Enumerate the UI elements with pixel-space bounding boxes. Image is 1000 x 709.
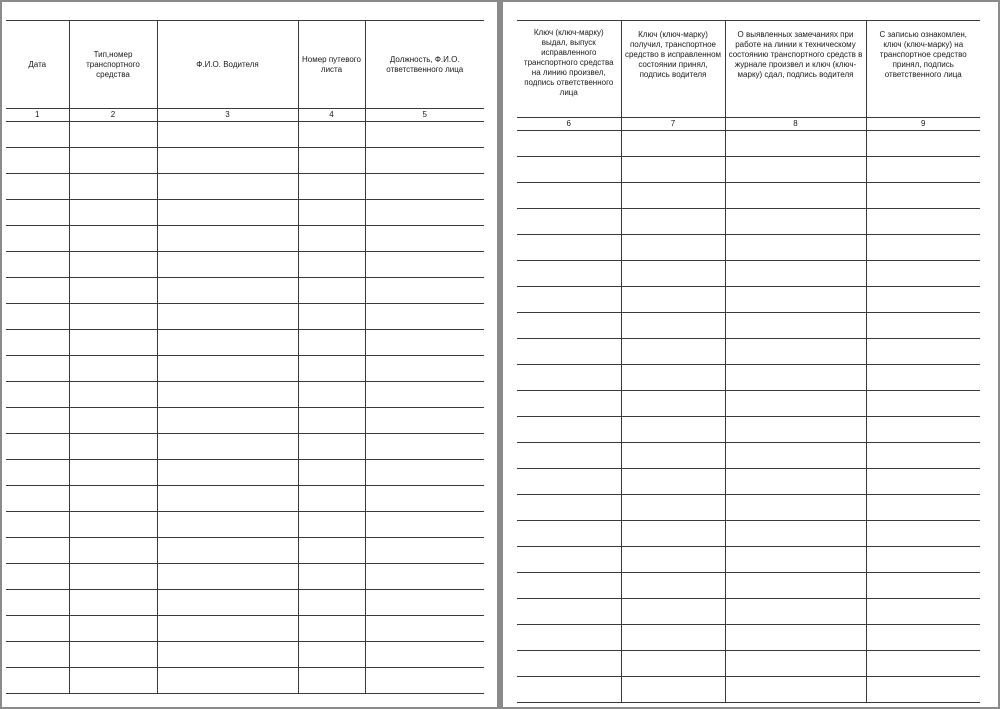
table-row — [6, 642, 484, 668]
table-cell — [365, 330, 484, 356]
table-cell — [365, 382, 484, 408]
table-row — [6, 148, 484, 174]
table-cell — [866, 599, 980, 625]
table-cell — [298, 616, 365, 642]
column-number: 9 — [866, 118, 980, 131]
table-cell — [6, 148, 69, 174]
table-cell — [157, 460, 298, 486]
table-cell — [6, 252, 69, 278]
table-cell — [6, 122, 69, 148]
table-row — [517, 391, 980, 417]
table-cell — [69, 122, 157, 148]
table-cell — [725, 495, 866, 521]
table-cell — [6, 434, 69, 460]
table-cell — [6, 226, 69, 252]
table-cell — [725, 157, 866, 183]
table-row — [6, 434, 484, 460]
table-cell — [298, 278, 365, 304]
column-number: 8 — [725, 118, 866, 131]
table-cell — [621, 209, 725, 235]
table-cell — [866, 313, 980, 339]
table-cell — [517, 573, 621, 599]
table-cell — [6, 590, 69, 616]
table-cell — [157, 330, 298, 356]
table-cell — [517, 521, 621, 547]
table-cell — [725, 443, 866, 469]
column-header-remarks-key-returned: О выявленных замечаниях при работе на линии к техническому состоянию транспортного средств в журнале произвел и ключ (ключ-марку) сдал, подпись водителя — [725, 21, 866, 118]
table-cell — [6, 330, 69, 356]
table-cell — [517, 417, 621, 443]
table-cell — [6, 512, 69, 538]
table-cell — [725, 287, 866, 313]
table-row — [6, 512, 484, 538]
table-cell — [298, 408, 365, 434]
table-cell — [69, 356, 157, 382]
table-cell — [725, 365, 866, 391]
table-cell — [866, 287, 980, 313]
table-cell — [6, 538, 69, 564]
table-cell — [621, 287, 725, 313]
table-cell — [157, 252, 298, 278]
table-cell — [621, 625, 725, 651]
table-cell — [725, 469, 866, 495]
table-cell — [69, 668, 157, 694]
column-header-key-issued: Ключ (ключ-марку) выдал, выпуск исправленного транспортного средства на линию произвел, подпись ответственного лица — [517, 21, 621, 118]
table-cell — [69, 616, 157, 642]
table-cell — [365, 278, 484, 304]
table-cell — [725, 261, 866, 287]
table-cell — [725, 599, 866, 625]
table-row — [6, 590, 484, 616]
table-cell — [157, 434, 298, 460]
table-cell — [69, 434, 157, 460]
table-cell — [725, 391, 866, 417]
table-cell — [517, 287, 621, 313]
table-cell — [69, 330, 157, 356]
table-cell — [621, 339, 725, 365]
table-cell — [6, 278, 69, 304]
table-row — [517, 625, 980, 651]
table-row — [517, 287, 980, 313]
table-cell — [157, 486, 298, 512]
table-cell — [621, 417, 725, 443]
table-cell — [69, 460, 157, 486]
table-cell — [298, 174, 365, 200]
table-cell — [298, 356, 365, 382]
table-cell — [725, 521, 866, 547]
table-cell — [517, 469, 621, 495]
table-cell — [365, 148, 484, 174]
table-cell — [298, 434, 365, 460]
table-cell — [6, 174, 69, 200]
table-cell — [517, 183, 621, 209]
table-cell — [621, 183, 725, 209]
table-cell — [517, 209, 621, 235]
table-cell — [365, 564, 484, 590]
table-row — [6, 122, 484, 148]
table-cell — [157, 564, 298, 590]
table-cell — [157, 304, 298, 330]
table-cell — [866, 339, 980, 365]
table-cell — [157, 408, 298, 434]
table-row — [517, 209, 980, 235]
table-header-row — [517, 21, 980, 118]
table-cell — [157, 122, 298, 148]
table-cell — [69, 278, 157, 304]
table-row — [517, 469, 980, 495]
table-cell — [866, 157, 980, 183]
table-cell — [298, 304, 365, 330]
table-cell — [69, 174, 157, 200]
table-row — [517, 183, 980, 209]
table-cell — [621, 521, 725, 547]
table-cell — [621, 651, 725, 677]
table-row — [6, 356, 484, 382]
table-cell — [517, 599, 621, 625]
table-cell — [866, 365, 980, 391]
table-row — [6, 174, 484, 200]
table-cell — [298, 668, 365, 694]
table-cell — [298, 252, 365, 278]
table-cell — [517, 313, 621, 339]
table-cell — [365, 590, 484, 616]
table-row — [517, 677, 980, 703]
table-cell — [621, 261, 725, 287]
column-number: 7 — [621, 118, 725, 131]
table-row — [6, 486, 484, 512]
table-cell — [866, 261, 980, 287]
table-cell — [621, 469, 725, 495]
table-cell — [298, 200, 365, 226]
table-cell — [621, 443, 725, 469]
table-cell — [621, 365, 725, 391]
table-row — [6, 538, 484, 564]
table-cell — [365, 668, 484, 694]
table-cell — [866, 443, 980, 469]
table-cell — [517, 339, 621, 365]
table-cell — [365, 538, 484, 564]
table-row — [517, 547, 980, 573]
table-cell — [298, 538, 365, 564]
column-header-waybill-number: Номер путевого листа — [298, 21, 365, 109]
table-row — [6, 564, 484, 590]
table-row — [517, 157, 980, 183]
table-row — [6, 668, 484, 694]
table-header-row — [6, 21, 484, 109]
table-cell — [298, 122, 365, 148]
table-cell — [6, 304, 69, 330]
table-cell — [365, 486, 484, 512]
table-cell — [866, 417, 980, 443]
table-cell — [298, 460, 365, 486]
table-cell — [69, 486, 157, 512]
table-cell — [365, 434, 484, 460]
column-number-row — [517, 118, 980, 131]
table-cell — [365, 226, 484, 252]
table-cell — [365, 174, 484, 200]
table-cell — [365, 304, 484, 330]
table-cell — [866, 625, 980, 651]
table-cell — [6, 642, 69, 668]
table-cell — [621, 391, 725, 417]
table-cell — [157, 174, 298, 200]
table-cell — [69, 590, 157, 616]
table-cell — [157, 148, 298, 174]
table-row — [6, 382, 484, 408]
table-row — [6, 304, 484, 330]
table-cell — [517, 625, 621, 651]
table-cell — [365, 512, 484, 538]
column-header-key-received: Ключ (ключ-марку) получил, транспортное средство в исправленном состоянии принял, подпись водителя — [621, 21, 725, 118]
table-row — [517, 495, 980, 521]
table-cell — [298, 564, 365, 590]
table-cell — [725, 547, 866, 573]
table-cell — [621, 677, 725, 703]
column-header-date: Дата — [6, 21, 69, 109]
table-cell — [69, 564, 157, 590]
table-cell — [725, 677, 866, 703]
table-cell — [298, 590, 365, 616]
column-header-responsible-person: Должность, Ф.И.О. ответственного лица — [365, 21, 484, 109]
table-cell — [298, 330, 365, 356]
table-cell — [365, 122, 484, 148]
table-cell — [517, 157, 621, 183]
table-cell — [69, 642, 157, 668]
table-cell — [866, 651, 980, 677]
table-cell — [365, 356, 484, 382]
table-cell — [69, 538, 157, 564]
table-cell — [157, 512, 298, 538]
table-cell — [6, 356, 69, 382]
table-cell — [365, 200, 484, 226]
column-number: 6 — [517, 118, 621, 131]
table-cell — [866, 235, 980, 261]
journal-right-page — [503, 2, 998, 707]
table-cell — [6, 408, 69, 434]
table-cell — [69, 408, 157, 434]
table-row — [6, 252, 484, 278]
column-header-driver-name: Ф.И.О. Водителя — [157, 21, 298, 109]
table-cell — [6, 616, 69, 642]
table-cell — [725, 131, 866, 157]
column-number: 5 — [365, 109, 484, 122]
table-cell — [517, 547, 621, 573]
table-cell — [298, 226, 365, 252]
column-number: 2 — [69, 109, 157, 122]
table-cell — [866, 391, 980, 417]
table-row — [517, 365, 980, 391]
table-cell — [157, 590, 298, 616]
table-row — [517, 313, 980, 339]
table-cell — [157, 226, 298, 252]
table-row — [517, 651, 980, 677]
table-row — [517, 521, 980, 547]
table-cell — [621, 157, 725, 183]
table-row — [517, 417, 980, 443]
journal-left-page — [2, 2, 497, 707]
table-cell — [725, 573, 866, 599]
table-row — [517, 131, 980, 157]
table-cell — [725, 209, 866, 235]
table-cell — [517, 651, 621, 677]
table-cell — [157, 356, 298, 382]
table-cell — [6, 564, 69, 590]
table-cell — [866, 495, 980, 521]
table-cell — [157, 382, 298, 408]
table-cell — [725, 417, 866, 443]
table-cell — [365, 642, 484, 668]
table-cell — [157, 200, 298, 226]
table-row — [6, 460, 484, 486]
table-cell — [157, 278, 298, 304]
column-number: 4 — [298, 109, 365, 122]
table-row — [6, 200, 484, 226]
table-cell — [157, 538, 298, 564]
table-cell — [69, 304, 157, 330]
table-cell — [725, 313, 866, 339]
table-row — [517, 339, 980, 365]
table-cell — [517, 261, 621, 287]
table-cell — [69, 148, 157, 174]
column-header-acknowledged: С записью ознакомлен, ключ (ключ-марку) на транспортное средство принял, подпись ответственного лица — [866, 21, 980, 118]
table-row — [6, 226, 484, 252]
table-cell — [621, 573, 725, 599]
table-cell — [725, 625, 866, 651]
table-cell — [298, 148, 365, 174]
table-row — [517, 443, 980, 469]
table-cell — [621, 235, 725, 261]
journal-table-right — [517, 20, 980, 703]
table-row — [517, 599, 980, 625]
table-cell — [725, 651, 866, 677]
table-row — [517, 573, 980, 599]
table-cell — [517, 131, 621, 157]
table-cell — [365, 408, 484, 434]
table-cell — [517, 391, 621, 417]
table-cell — [866, 547, 980, 573]
table-cell — [517, 495, 621, 521]
table-cell — [6, 382, 69, 408]
table-cell — [6, 668, 69, 694]
table-cell — [69, 226, 157, 252]
column-number: 3 — [157, 109, 298, 122]
table-cell — [157, 642, 298, 668]
table-cell — [298, 512, 365, 538]
column-number: 1 — [6, 109, 69, 122]
table-cell — [157, 668, 298, 694]
table-cell — [517, 677, 621, 703]
table-cell — [517, 235, 621, 261]
journal-table-left — [6, 20, 484, 694]
table-cell — [621, 131, 725, 157]
table-cell — [621, 599, 725, 625]
table-row — [6, 330, 484, 356]
table-cell — [725, 235, 866, 261]
table-cell — [621, 547, 725, 573]
table-cell — [69, 200, 157, 226]
table-cell — [157, 616, 298, 642]
table-cell — [866, 677, 980, 703]
table-cell — [621, 495, 725, 521]
table-cell — [517, 365, 621, 391]
table-row — [517, 261, 980, 287]
column-header-vehicle: Тип,номер транспортного средства — [69, 21, 157, 109]
table-cell — [298, 382, 365, 408]
table-cell — [866, 469, 980, 495]
table-cell — [365, 616, 484, 642]
table-cell — [866, 573, 980, 599]
table-cell — [365, 460, 484, 486]
table-cell — [6, 460, 69, 486]
table-cell — [866, 183, 980, 209]
table-cell — [621, 313, 725, 339]
table-row — [517, 235, 980, 261]
table-cell — [69, 252, 157, 278]
column-number-row — [6, 109, 484, 122]
table-cell — [298, 486, 365, 512]
table-cell — [866, 521, 980, 547]
table-cell — [298, 642, 365, 668]
table-cell — [517, 443, 621, 469]
table-row — [6, 616, 484, 642]
table-cell — [69, 512, 157, 538]
table-row — [6, 278, 484, 304]
table-cell — [69, 382, 157, 408]
table-cell — [725, 183, 866, 209]
table-row — [6, 408, 484, 434]
table-cell — [365, 252, 484, 278]
table-cell — [866, 131, 980, 157]
table-cell — [725, 339, 866, 365]
table-cell — [6, 486, 69, 512]
table-cell — [6, 200, 69, 226]
table-cell — [866, 209, 980, 235]
